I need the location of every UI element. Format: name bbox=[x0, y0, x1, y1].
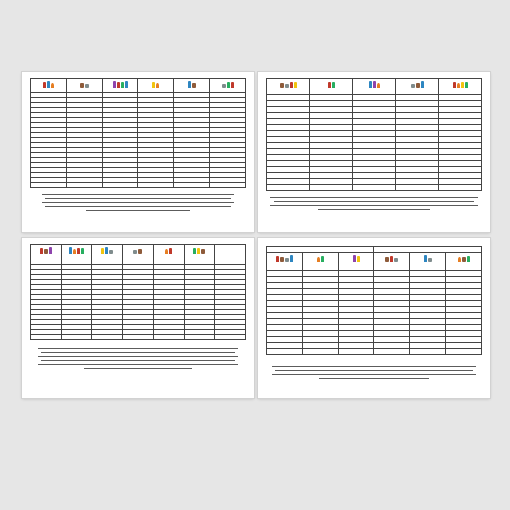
text-line bbox=[38, 364, 238, 365]
table-cell bbox=[31, 335, 62, 340]
table-cell bbox=[215, 335, 246, 340]
table-header-row bbox=[267, 253, 482, 271]
body-text bbox=[34, 348, 242, 372]
text-line bbox=[270, 205, 477, 206]
body-text bbox=[38, 194, 238, 214]
text-line bbox=[84, 368, 192, 369]
column-header bbox=[92, 245, 123, 265]
text-line bbox=[41, 352, 234, 353]
text-line bbox=[270, 197, 477, 198]
column-header bbox=[31, 245, 62, 265]
table-cell bbox=[123, 335, 154, 340]
column-header bbox=[353, 79, 396, 95]
table-row bbox=[267, 349, 482, 355]
column-header bbox=[61, 245, 92, 265]
table-cell bbox=[66, 183, 102, 188]
column-header bbox=[302, 253, 338, 271]
table-cell bbox=[138, 183, 174, 188]
table-cell bbox=[174, 183, 210, 188]
table-cell bbox=[31, 183, 67, 188]
table-cell bbox=[410, 349, 446, 355]
text-line bbox=[45, 198, 231, 199]
worksheet-table-top-left bbox=[30, 78, 246, 188]
table-body bbox=[31, 93, 246, 188]
body-text bbox=[266, 197, 482, 213]
column-header bbox=[446, 253, 482, 271]
table-cell bbox=[439, 185, 482, 191]
column-header bbox=[184, 245, 215, 265]
column-header bbox=[138, 79, 174, 93]
table-row bbox=[31, 335, 246, 340]
table-cell bbox=[102, 183, 138, 188]
table-body bbox=[31, 265, 246, 340]
worksheet-table-bottom-left bbox=[30, 244, 246, 340]
table-row bbox=[31, 183, 246, 188]
column-header bbox=[439, 79, 482, 95]
column-header bbox=[153, 245, 184, 265]
worksheet-bottom-right bbox=[258, 238, 490, 398]
text-line bbox=[275, 370, 472, 371]
text-line bbox=[272, 374, 476, 375]
table-cell bbox=[353, 185, 396, 191]
worksheet-table-top-right bbox=[266, 78, 482, 191]
table-cell bbox=[267, 185, 310, 191]
column-header bbox=[338, 253, 374, 271]
table-header-row bbox=[267, 79, 482, 95]
table-cell bbox=[302, 349, 338, 355]
text-line bbox=[45, 206, 231, 207]
column-header bbox=[210, 79, 246, 93]
table-cell bbox=[210, 183, 246, 188]
table-cell bbox=[338, 349, 374, 355]
table-cell bbox=[61, 335, 92, 340]
text-line bbox=[42, 194, 234, 195]
table-cell bbox=[374, 349, 410, 355]
column-header bbox=[123, 245, 154, 265]
text-line bbox=[318, 209, 430, 210]
worksheet-top-right bbox=[258, 72, 490, 232]
column-header bbox=[66, 79, 102, 93]
table-row bbox=[267, 185, 482, 191]
table-header-row bbox=[31, 79, 246, 93]
column-header bbox=[267, 253, 303, 271]
column-header bbox=[215, 245, 246, 265]
table-body bbox=[267, 271, 482, 355]
text-line bbox=[42, 202, 234, 203]
text-line bbox=[272, 366, 476, 367]
column-header bbox=[102, 79, 138, 93]
column-header bbox=[410, 253, 446, 271]
column-header bbox=[374, 253, 410, 271]
body-text bbox=[268, 366, 480, 382]
column-header bbox=[310, 79, 353, 95]
text-line bbox=[274, 201, 475, 202]
table-header-row bbox=[31, 245, 246, 265]
column-header bbox=[174, 79, 210, 93]
text-line bbox=[38, 356, 238, 357]
table-cell bbox=[267, 349, 303, 355]
worksheet-bottom-left bbox=[22, 238, 254, 398]
worksheet-top-left bbox=[22, 72, 254, 232]
column-header bbox=[31, 79, 67, 93]
column-header bbox=[267, 79, 310, 95]
table-cell bbox=[153, 335, 184, 340]
text-line bbox=[86, 210, 190, 211]
table-cell bbox=[92, 335, 123, 340]
table-cell bbox=[310, 185, 353, 191]
column-header bbox=[396, 79, 439, 95]
text-line bbox=[41, 360, 234, 361]
table-cell bbox=[396, 185, 439, 191]
table-cell bbox=[446, 349, 482, 355]
text-line bbox=[319, 378, 429, 379]
table-cell bbox=[184, 335, 215, 340]
table-body bbox=[267, 95, 482, 191]
text-line bbox=[38, 348, 238, 349]
worksheet-table-bottom-right bbox=[266, 246, 482, 355]
